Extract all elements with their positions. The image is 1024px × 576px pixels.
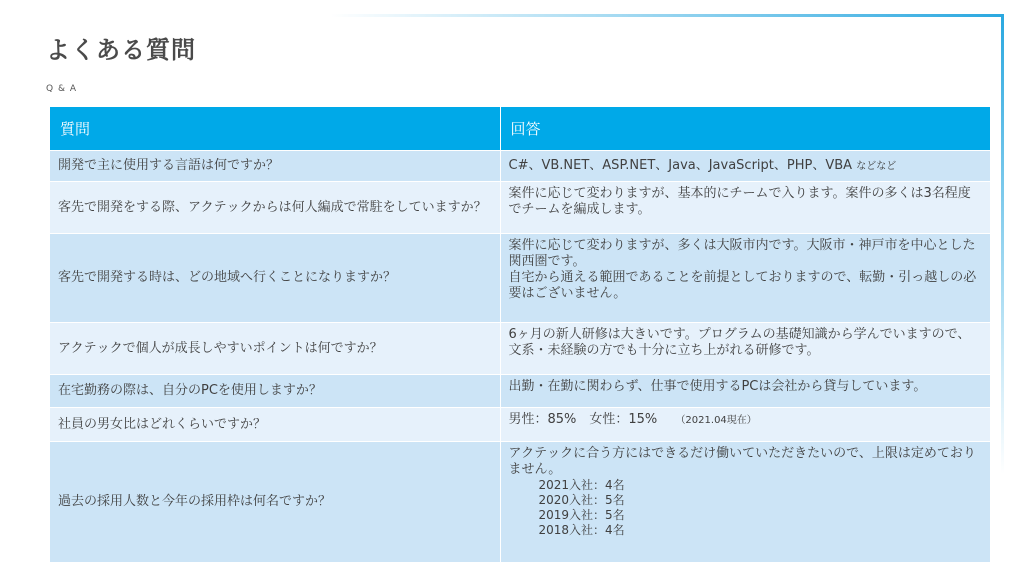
table-row: [50, 182, 990, 234]
decorative-right-line: [1001, 14, 1004, 474]
header-answer: 回答: [500, 107, 990, 151]
table-row: [50, 408, 990, 442]
question-cell: 過去の採用人数と今年の採用枠は何名ですか？: [50, 442, 500, 562]
table-row: [50, 442, 990, 562]
answer-text: C#、VB.NET、ASP.NET、Java、JavaScript、PHP、VBA: [508, 157, 853, 173]
answer-cell: 6ヶ月の新人研修は大きいです。プログラムの基礎知識から学んでいますので、文系・未経験の方でも十分に立ち上がれる研修です。: [500, 323, 990, 375]
question-cell: 在宅勤務の際は、自分のPCを使用しますか？: [50, 375, 500, 408]
answer-cell: [500, 408, 990, 442]
answer-cell: [500, 234, 990, 323]
hiring-count-item: 2021入社：4名: [538, 478, 625, 492]
table-header-row: [50, 107, 990, 151]
table-row: [50, 234, 990, 323]
answer-note: などなど: [856, 160, 897, 172]
question-cell: アクテックで個人が成長しやすいポイントは何ですか？: [50, 323, 500, 375]
page-title: よくある質問: [46, 36, 196, 64]
header-question: 質問: [50, 107, 500, 151]
page-subtitle: Q & A: [46, 84, 77, 94]
answer-text: 自宅から通える範囲であることを前提としておりますので、転勤・引っ越しの必要はございません。: [508, 270, 977, 301]
hiring-count-item: 2019入社：5名: [538, 508, 625, 522]
answer-cell: 案件に応じて変わりますが、基本的にチームで入ります。案件の多くは3名程度でチームを編成します。: [500, 182, 990, 234]
table-row: [50, 151, 990, 182]
question-cell: 客先で開発をする際、アクテックからは何人編成で常駐をしていますか？: [50, 182, 500, 234]
answer-cell: 出勤・在勤に関わらず、仕事で使用するPCは会社から貸与しています。: [500, 375, 990, 408]
question-cell: 客先で開発する時は、どの地域へ行くことになりますか？: [50, 234, 500, 323]
answer-text: 男性：85% 女性：15%: [508, 412, 658, 427]
question-cell: 社員の男女比はどれくらいですか？: [50, 408, 500, 442]
answer-cell: [500, 151, 990, 182]
faq-table: [50, 107, 991, 562]
question-cell: 開発で主に使用する言語は何ですか？: [50, 151, 500, 182]
hiring-count-item: 2018入社：4名: [538, 523, 625, 537]
answer-note: （2021.04現在）: [675, 415, 757, 426]
hiring-count-item: 2020入社：5名: [538, 493, 625, 507]
table-row: [50, 375, 990, 408]
table-row: [50, 323, 990, 375]
answer-cell: [500, 442, 990, 562]
decorative-top-line: [330, 14, 1004, 17]
answer-text: 案件に応じて変わりますが、多くは大阪市内です。大阪市・神戸市を中心とした関西圏です。: [508, 238, 976, 269]
answer-text: アクテックに合う方にはできるだけ働いていただきたいので、上限は定めておりません。: [508, 446, 976, 477]
